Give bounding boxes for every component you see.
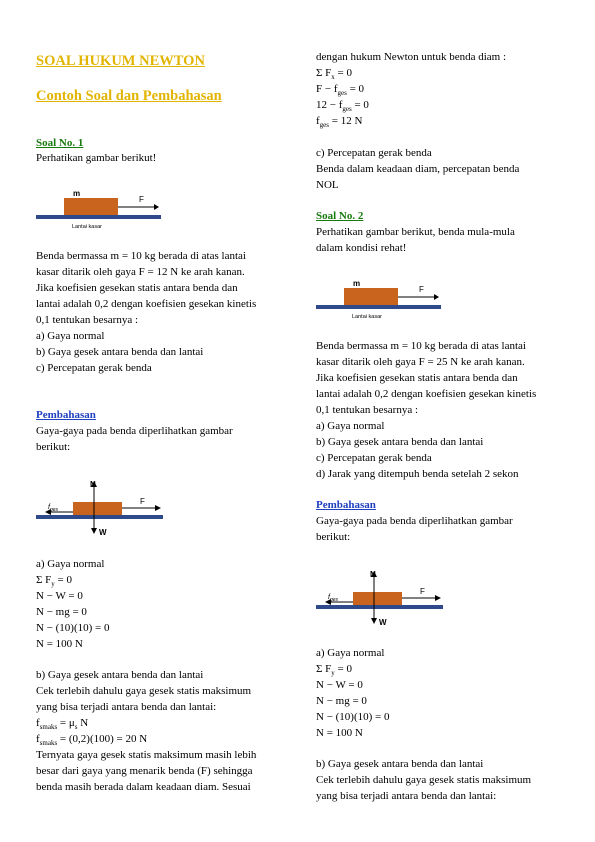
pembahasan-2-text: Gaya-gaya pada benda diperlihatkan gambar berikut: bbox=[316, 515, 513, 543]
floor-label: Lantai kasar bbox=[72, 224, 102, 230]
svg-text:N: N bbox=[370, 570, 376, 579]
acceleration-solution-1: c) Percepatan gerak benda Benda dalam keadaan diam, percepatan benda NOL bbox=[316, 147, 520, 191]
svg-text:F: F bbox=[419, 285, 424, 294]
free-body-diagram-2 bbox=[316, 566, 446, 630]
soal-2-heading: Soal No. 2 bbox=[316, 210, 364, 222]
soal-2-intro: Perhatikan gambar berikut, benda mula-mula dalam kondisi rehat! bbox=[316, 226, 515, 254]
page-subtitle: Contoh Soal dan Pembahasan bbox=[36, 88, 222, 104]
friction-solution-1: b) Gaya gesek antara benda dan lantai Cek terlebih dahulu gaya gesek statis maksimum yang bisa terjadi antara benda dan lantai: $f_{smaks} = \mu_s$ N $f_{smaks} = (0,2)(100) = 20$ N Ternyata gaya gesek statis maksimum masih lebih besar dari gaya yang menarik benda (F) sehingga benda masih berada dalam keadaan diam. Sesuai bbox=[36, 669, 257, 793]
svg-text:W: W bbox=[99, 528, 107, 537]
pembahasan-2-heading: Pembahasan bbox=[316, 499, 376, 511]
problem-2-text: Benda bermassa m = 10 kg berada di atas lantai kasar ditarik oleh gaya F = 25 N ke arah kanan. Jika koefisien gesekan statis antara benda dan lantai adalah 0,2 dengan koefisien gesekan kinetis 0,1 tentukan besarnya : a) Gaya normal b) Gaya gesek antara benda dan lantai c) Percepatan gerak benda d) Jarak yang ditempuh benda setelah 2 sekon bbox=[316, 340, 537, 480]
floor-line bbox=[36, 215, 161, 219]
normal-force-solution-1: a) Gaya normal Σ $F_y = 0$ N − W = 0 N − mg = 0 N − (10)(10) = 0 N = 100 N bbox=[36, 558, 110, 650]
friction-solution-2: b) Gaya gesek antara benda dan lantai Cek terlebih dahulu gaya gesek statis maksimum yang bisa terjadi antara benda dan lantai: bbox=[316, 758, 532, 802]
soal-1-heading: Soal No. 1 bbox=[36, 137, 84, 149]
problem-1-text: Benda bermassa m = 10 kg berada di atas lantai kasar ditarik oleh gaya F = 12 N ke arah kanan. Jika koefisien gesekan statis antara benda dan lantai adalah 0,2 dengan koefisien gesekan kinetis 0,1 tentukan besarnya : a) Gaya normal b) Gaya gesek antara benda dan lantai c) Percepatan gerak benda bbox=[36, 250, 257, 374]
svg-text:F: F bbox=[140, 497, 145, 506]
figure-block-on-floor-1 bbox=[36, 186, 161, 236]
force-label: F bbox=[139, 195, 144, 204]
normal-force-solution-2: a) Gaya normal Σ $F_y = 0$ N − W = 0 N − mg = 0 N − (10)(10) = 0 N = 100 N bbox=[316, 647, 390, 739]
svg-text:F: F bbox=[420, 587, 425, 596]
page-title: SOAL HUKUM NEWTON bbox=[36, 53, 205, 69]
figure-block-on-floor-2 bbox=[316, 276, 441, 326]
pembahasan-1-text: Gaya-gaya pada benda diperlihatkan gambar berikut: bbox=[36, 425, 233, 453]
svg-text:N: N bbox=[90, 480, 96, 489]
soal-1-intro: Perhatikan gambar berikut! bbox=[36, 152, 157, 164]
free-body-diagram-1 bbox=[36, 476, 166, 540]
mass-label: m bbox=[73, 189, 81, 198]
svg-text:fges: $f_{ges}$ bbox=[328, 594, 339, 603]
static-solution-continued: dengan hukum Newton untuk benda diam : Σ $F_x = 0$ $F - f_{ges} = 0$ $12 - f_{ges} = 0$ $f_{ges} = 12$ N bbox=[316, 51, 507, 130]
pembahasan-1-heading: Pembahasan bbox=[36, 409, 96, 421]
svg-text:Lantai kasar: Lantai kasar bbox=[352, 314, 382, 320]
block-rect bbox=[64, 198, 118, 215]
svg-text:m: m bbox=[353, 279, 361, 288]
svg-text:W: W bbox=[379, 618, 387, 627]
svg-text:fges: $f_{ges}$ bbox=[48, 504, 59, 513]
